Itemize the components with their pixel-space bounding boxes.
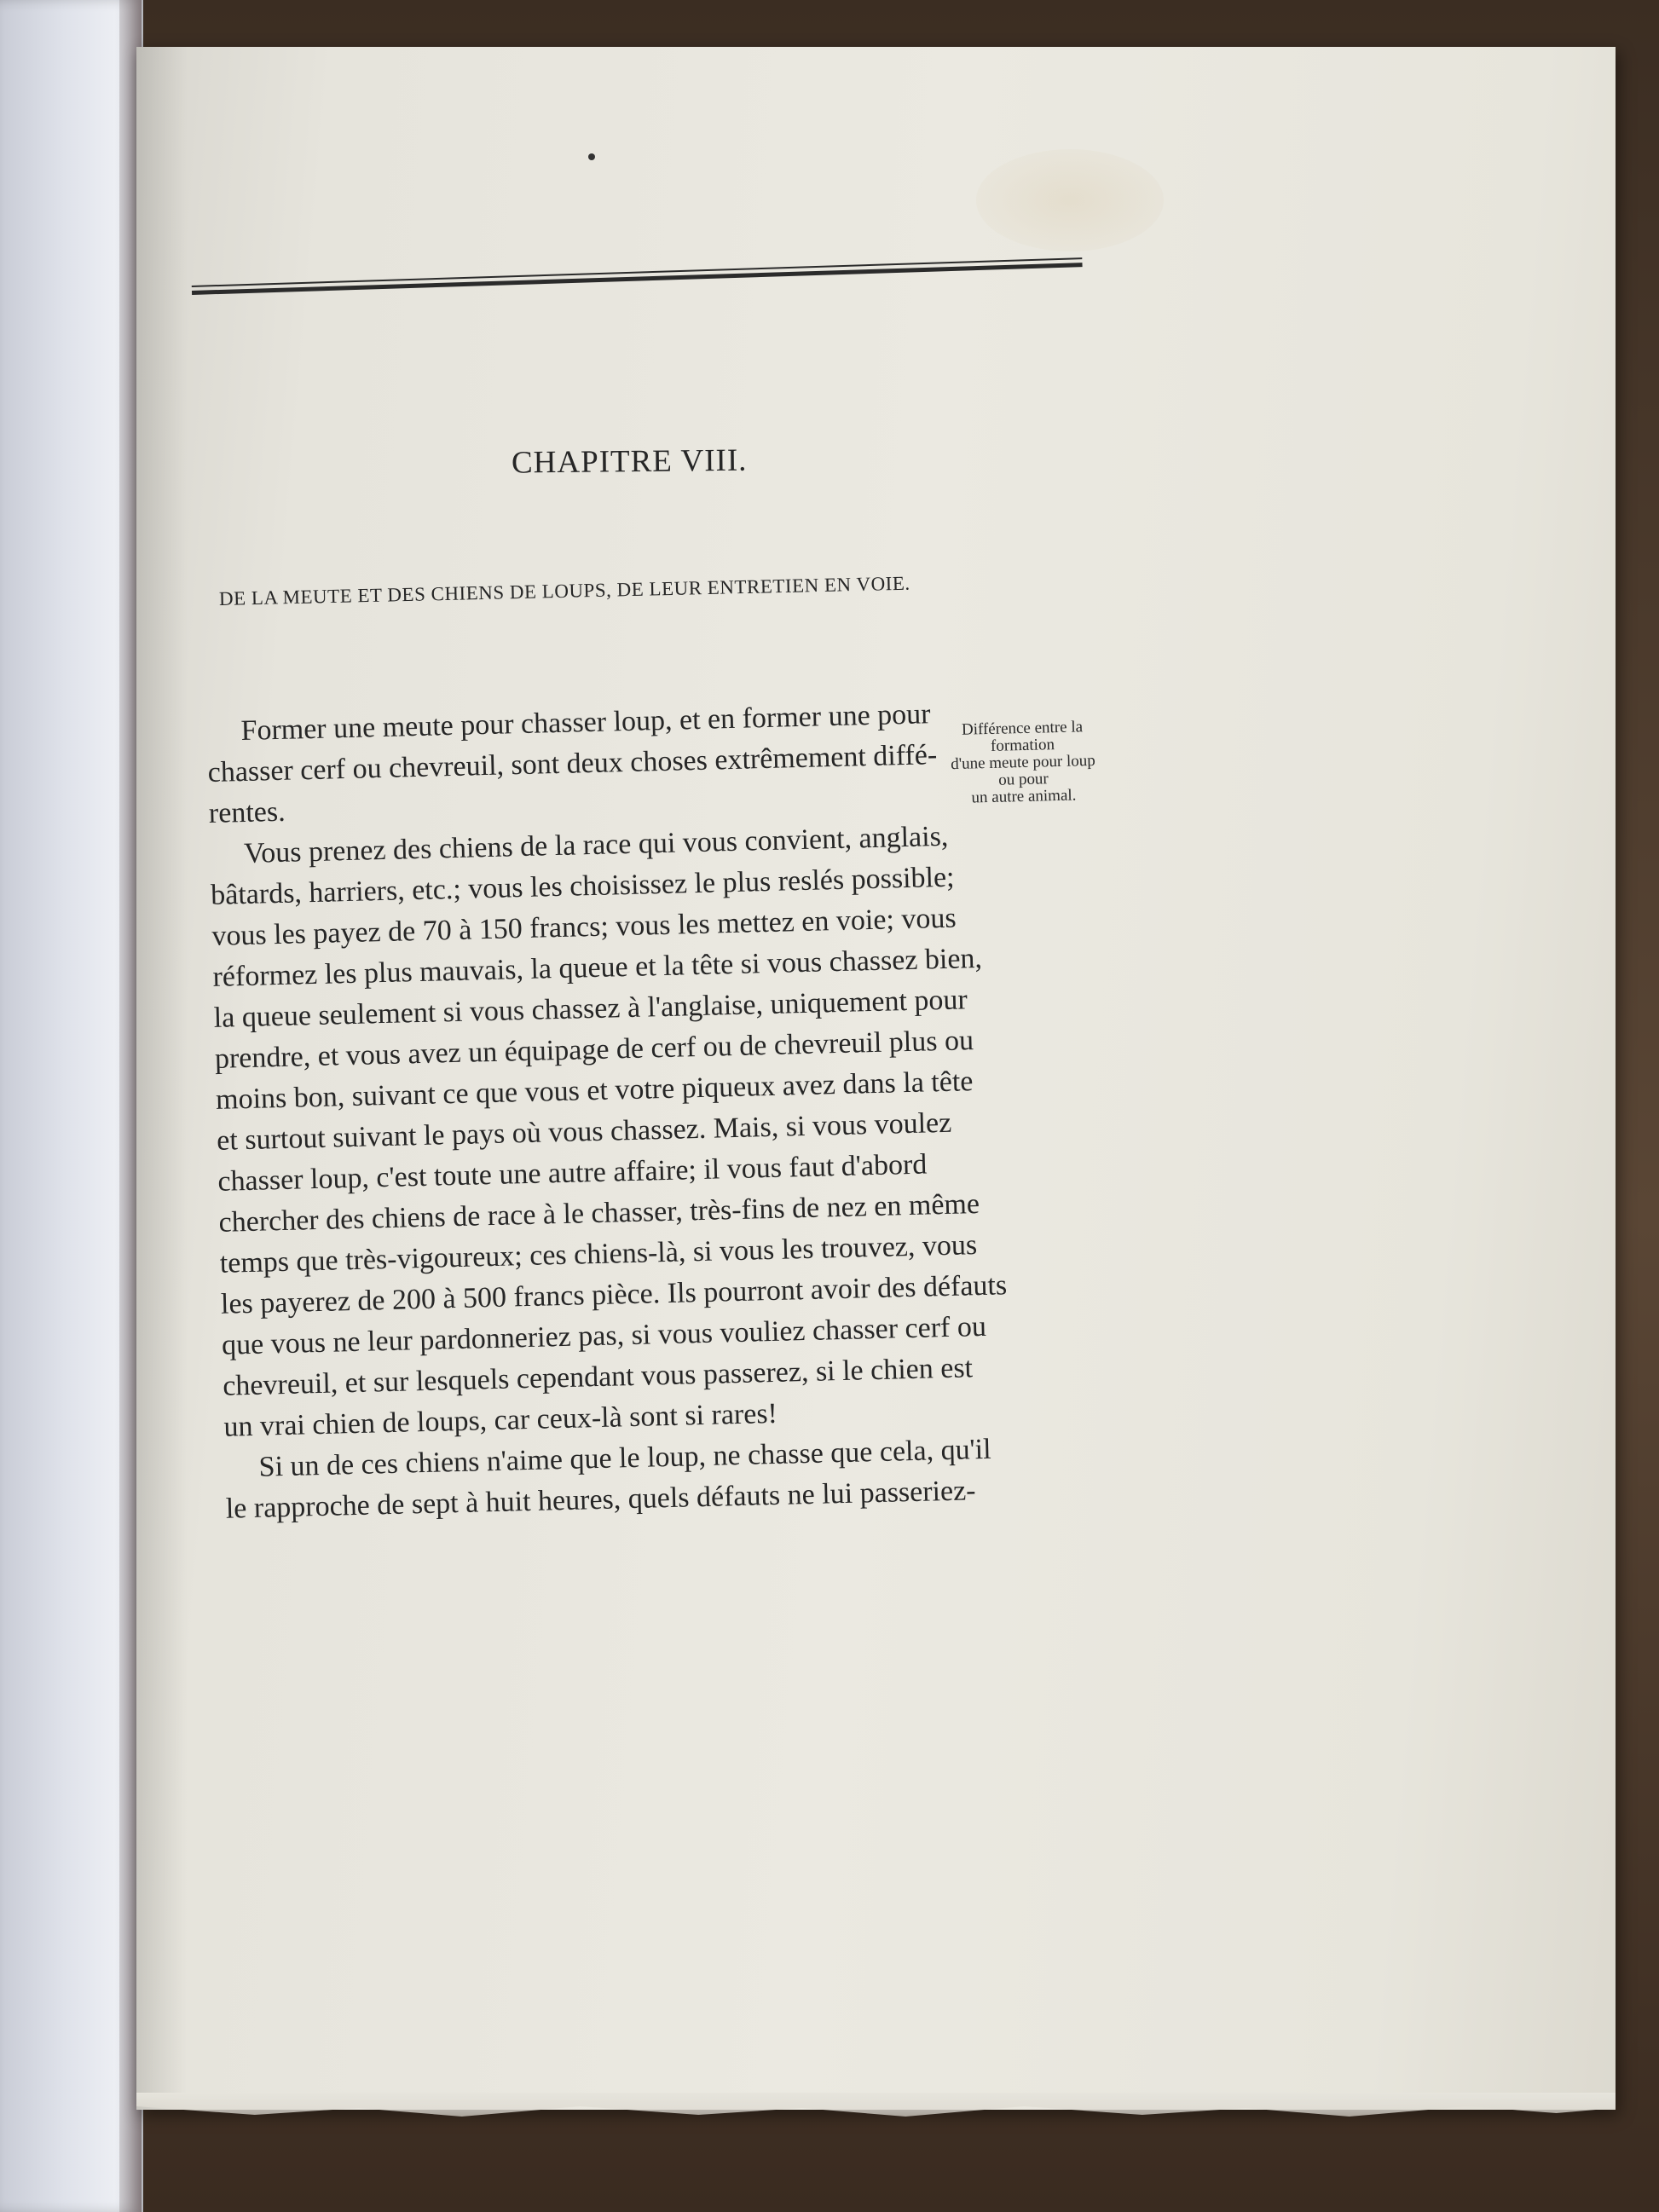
text-line: Si un de ces chiens n'aime que le loup, ne chasse que cela, qu'il: [258, 1433, 992, 1483]
text-line: vous les payez de 70 à 150 francs; vous les mettez en voie; vous: [211, 902, 957, 952]
margin-note-line: ou pour: [997, 770, 1049, 789]
margin-note-line: d'une meute pour loup: [950, 751, 1096, 774]
text-line: prendre, et vous avez un équipage de cerf ou de chevreuil plus ou: [214, 1025, 974, 1075]
margin-note-line: un autre animal.: [971, 786, 1077, 807]
text-line: chercher des chiens de race à le chasser, très-fins de nez en même: [218, 1188, 980, 1239]
text-line: chasser loup, c'est toute une autre affaire; il vous faut d'abord: [217, 1148, 928, 1198]
ink-speck: [588, 153, 595, 160]
text-line: Vous prenez des chiens de la race qui vous convient, anglais,: [243, 820, 949, 869]
margin-note-line: formation: [990, 736, 1055, 755]
chapter-heading: CHAPITRE VIII.: [511, 442, 748, 481]
text-line: réformez les plus mauvais, la queue et la tête si vous chassez bien,: [212, 942, 983, 993]
text-line: bâtards, harriers, etc.; vous les choisissez le plus reslés possible;: [210, 861, 955, 911]
chapter-subtitle: DE LA MEUTE ET DES CHIENS DE LOUPS, DE LEUR ENTRETIEN EN VOIE.: [218, 572, 910, 609]
text-line: moins bon, suivant ce que vous et votre piqueux avez dans la tête: [215, 1066, 974, 1116]
text-line: rentes.: [208, 795, 286, 829]
text-line: et surtout suivant le pays où vous chassez. Mais, si vous voulez: [216, 1106, 952, 1157]
paper-stain: [976, 149, 1164, 251]
text-line: la queue seulement si vous chassez à l'anglaise, uniquement pour: [213, 984, 968, 1034]
text-line: temps que très-vigoureux; ces chiens-là, si vous les trouvez, vous: [219, 1229, 978, 1279]
body-text: [206, 690, 1104, 1530]
text-line: chasser cerf ou chevreuil, sont deux choses extrêmement diffé-: [207, 739, 938, 788]
text-line: Former une meute pour chasser loup, et en former une pour: [240, 698, 931, 748]
text-line: les payerez de 200 à 500 francs pièce. Ils pourront avoir des défauts: [220, 1269, 1008, 1320]
margin-note-line: Différence entre la: [961, 718, 1084, 739]
gutter-shadow: [136, 47, 188, 2110]
text-line: un vrai chien de loups, car ceux-là sont si rares!: [223, 1397, 778, 1443]
text-line: le rapproche de sept à huit heures, quels défauts ne lui passeriez-: [225, 1475, 976, 1525]
text-line: chevreuil, et sur lesquels cependant vous passerez, si le chien est: [222, 1352, 974, 1402]
facing-blank-page: [0, 0, 143, 2212]
text-line: que vous ne leur pardonneriez pas, si vous vouliez chasser cerf ou: [221, 1310, 987, 1361]
